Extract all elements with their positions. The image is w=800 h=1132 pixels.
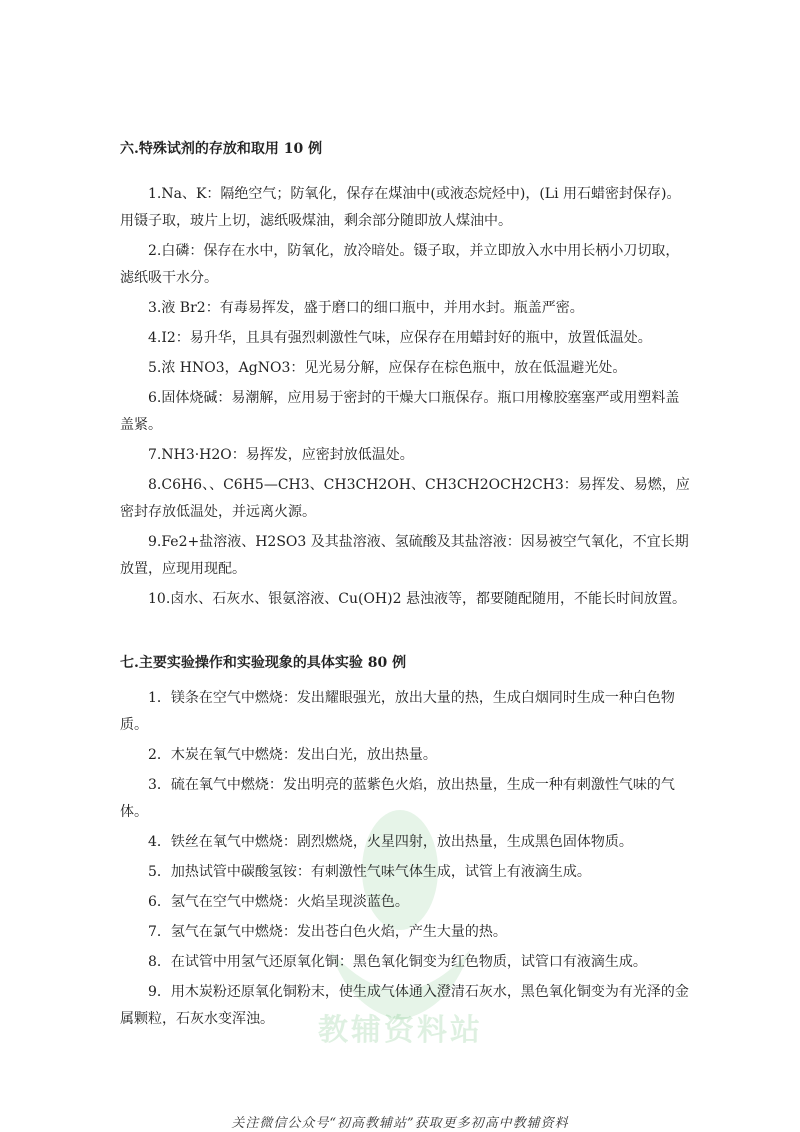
list-item: 7．氢气在氯气中燃烧：发出苍白色火焰，产生大量的热。	[148, 924, 507, 940]
section-experiments	[120, 653, 690, 1033]
list-item: 6.固体烧碱：易潮解，应用易于密封的干燥大口瓶保存。瓶口用橡胶塞塞严或用塑料盖盖紧。	[120, 390, 680, 433]
list-item: 10.卤水、石灰水、银氨溶液、Cu(OH)2 悬浊液等，都要随配随用，不能长时间放置。	[148, 591, 686, 607]
list-item: 1.Na、K：隔绝空气；防氧化，保存在煤油中(或液态烷烃中)，(Li 用石蜡密封保存)。用镊子取，玻片上切，滤纸吸煤油，剩余部分随即放人煤油中。	[120, 186, 681, 229]
list-item: 2．木炭在氧气中燃烧：发出白光，放出热量。	[148, 747, 437, 763]
list-item: 5．加热试管中碳酸氢铵：有刺激性气味气体生成，试管上有液滴生成。	[148, 864, 591, 880]
watermark-text: 教辅资料站	[318, 1013, 483, 1048]
list-item: 5.浓 HNO3，AgNO3：见光易分解，应保存在棕色瓶中，放在低温避光处。	[148, 360, 627, 376]
list-item: 9.Fe2+盐溶液、H2SO3 及其盐溶液、氢硫酸及其盐溶液：因易被空气氧化，不宜长期放置，应现用现配。	[120, 534, 689, 577]
list-item: 3.液 Br2：有毒易挥发，盛于磨口的细口瓶中，并用水封。瓶盖严密。	[148, 300, 584, 316]
section-heading: 六.特殊试剂的存放和取用 10 例	[120, 141, 323, 157]
list-item: 2.白磷：保存在水中，防氧化，放冷暗处。镊子取，并立即放入水中用长柄小刀切取，滤纸吸干水分。	[120, 243, 680, 286]
list-item: 3．硫在氧气中燃烧：发出明亮的蓝紫色火焰，放出热量，生成一种有刺激性气味的气体。	[120, 777, 675, 820]
list-item: 9．用木炭粉还原氧化铜粉末，使生成气体通入澄清石灰水，黑色氧化铜变为有光泽的金属颗粒，石灰水变浑浊。	[120, 984, 689, 1027]
page-footer: 关注微信公众号“初高教辅站”获取更多初高中教辅资料	[231, 1116, 569, 1131]
list-item: 8.C6H6、、C6H5—CH3、CH3CH2OH、CH3CH2OCH2CH3：易挥发、易燃，应密封存放低温处，并远离火源。	[120, 477, 690, 520]
list-item: 1．镁条在空气中燃烧：发出耀眼强光，放出大量的热，生成白烟同时生成一种白色物质。	[120, 690, 675, 733]
section-heading: 七.主要实验操作和实验现象的具体实验 80 例	[120, 655, 407, 671]
list-item: 7.NH3·H2O：易挥发，应密封放低温处。	[148, 447, 414, 463]
section-special-reagents	[120, 139, 690, 613]
list-item: 4．铁丝在氧气中燃烧：剧烈燃烧，火星四射，放出热量，生成黑色固体物质。	[148, 834, 633, 850]
list-item: 6．氢气在空气中燃烧：火焰呈现淡蓝色。	[148, 894, 409, 910]
list-item: 8．在试管中用氢气还原氧化铜：黑色氧化铜变为红色物质，试管口有液滴生成。	[148, 954, 647, 970]
list-item: 4.I2：易升华，且具有强烈刺激性气味，应保存在用蜡封好的瓶中，放置低温处。	[148, 330, 652, 346]
